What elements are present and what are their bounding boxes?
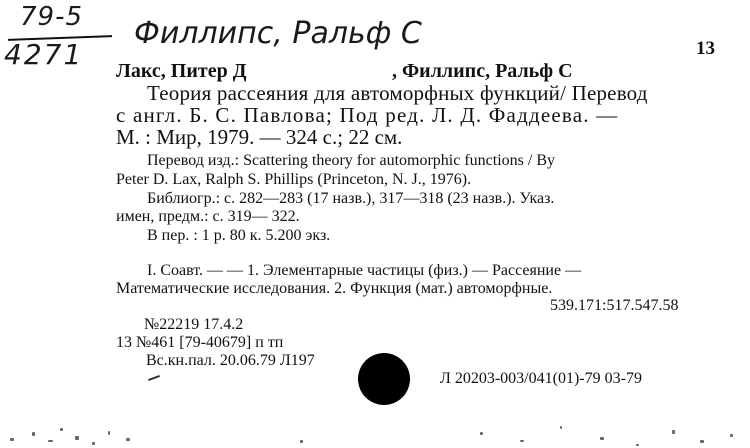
pencil-mark	[148, 375, 160, 381]
handwritten-code-bottom: 4271	[4, 38, 84, 71]
bibliography-line-1: Библиогр.: с. 282—283 (17 назв.), 317—318 (23 назв.). Указ.	[147, 190, 555, 207]
punch-hole	[358, 353, 410, 405]
heading-author: Лакс, Питер Д	[116, 60, 247, 82]
title-line-3: М. : Мир, 1979. — 324 с.; 22 см.	[116, 125, 403, 149]
translation-line-1: Перевод изд.: Scattering theory for automorphic functions / By	[147, 152, 555, 169]
handwritten-code-top: 79-5	[20, 2, 84, 32]
footer-code: Л 20203-003/041(01)-79 03-79	[440, 370, 642, 387]
price-line: В пер. : 1 р. 80 к. 5.200 экз.	[147, 227, 331, 244]
subjects-line-2: Математические исследования. 2. Функция (мат.) автоморфные.	[116, 280, 553, 297]
title-line-1: Теория рассеяния для автоморфных функций/ Перевод	[147, 81, 648, 105]
handwritten-author-note: Филлипс, Ральф С	[134, 16, 422, 51]
record-number: №22219 17.4.2	[144, 316, 244, 333]
order-line: 13 №461 [79-40679] п тп	[116, 334, 284, 351]
udc-code: 539.171:517.547.58	[550, 297, 679, 314]
book-chamber-line: Вс.кн.пал. 20.06.79 Л197	[146, 352, 315, 369]
bibliography-line-2: имен, предм.: с. 319— 322.	[116, 208, 300, 225]
card-number: 13	[696, 38, 715, 59]
subjects-line-1: I. Соавт. — — 1. Элементарные частицы (физ.) — Рассеяние —	[147, 262, 582, 279]
translation-line-2: Peter D. Lax, Ralph S. Phillips (Princeton, N. J., 1976).	[116, 171, 472, 188]
heading-coauthor: , Филлипс, Ральф С	[392, 60, 573, 82]
title-line-2: с англ. Б. С. Павлова; Под ред. Л. Д. Фаддеева. —	[116, 103, 619, 127]
